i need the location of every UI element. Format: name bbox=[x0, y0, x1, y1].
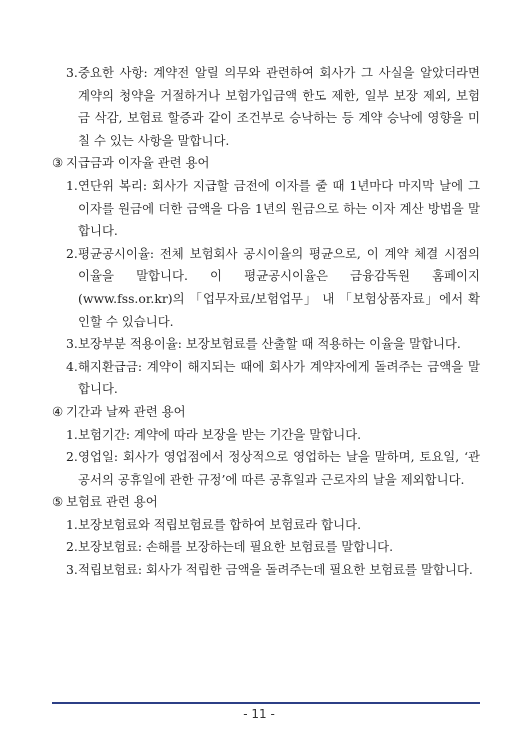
footer-rule bbox=[52, 702, 480, 704]
item-number: 1. bbox=[66, 516, 78, 532]
item-number: 3. bbox=[66, 562, 78, 578]
section-title: 보험료 관련 용어 bbox=[66, 494, 158, 510]
section-heading bbox=[52, 491, 480, 514]
section-title: 지급금과 이자율 관련 용어 bbox=[66, 155, 210, 171]
item-text: 보장보험료: 손해를 보장하는데 필요한 보험료를 말합니다. bbox=[78, 539, 394, 555]
list-item bbox=[52, 514, 480, 537]
item-number: 1. bbox=[66, 177, 78, 193]
list-item bbox=[52, 446, 480, 491]
item-number: 3. bbox=[66, 336, 78, 352]
item-text: 연단위 복리: 회사가 지급할 금전에 이자를 줄 때 1년마다 마지막 날에 그 이자를 원금에 더한 금액을 다음 1년의 원금으로 하는 이자 계산 방법을 말합니다. bbox=[78, 177, 480, 239]
list-item bbox=[52, 559, 480, 582]
item-number: 4. bbox=[66, 358, 78, 374]
item-number: 2. bbox=[66, 539, 78, 555]
list-item bbox=[52, 424, 480, 447]
section-heading bbox=[52, 401, 480, 424]
item-text: 보장보험료와 적립보험료를 합하여 보험료라 합니다. bbox=[78, 516, 362, 532]
item-text: 평균공시이율: 전체 보험회사 공시이율의 평균으로, 이 계약 체결 시점의 이율을 말합니다. 이 평균공시이율은 금융감독원 홈페이지(www.fss.or.kr)의 「업무자료/보험업무」 내 「보험상품자료」에서 확인할 수 있습니다. bbox=[78, 245, 480, 329]
item-text: 적립보험료: 회사가 적립한 금액을 돌려주는데 필요한 보험료를 말합니다. bbox=[78, 562, 473, 578]
section-number: ④ bbox=[52, 403, 64, 419]
list-item bbox=[52, 356, 480, 401]
section-heading bbox=[52, 152, 480, 175]
page-number: - 11 - bbox=[243, 707, 275, 721]
list-item bbox=[52, 62, 480, 152]
item-number: 2. bbox=[66, 245, 78, 261]
item-number: 1. bbox=[66, 426, 78, 442]
item-text: 중요한 사항: 계약전 알릴 의무와 관련하여 회사가 그 사실을 알았더라면 계약의 청약을 거절하거나 보험가입금액 한도 제한, 일부 보장 제외, 보험금 삭감, 보험료 할증과 같이 조건부로 승낙하는 등 계약 승낙에 영향을 미칠 수 있는 사항을 말합니다. bbox=[78, 65, 480, 148]
section-number: ⑤ bbox=[52, 494, 64, 510]
item-number: 3. bbox=[66, 65, 78, 80]
item-text: 보험기간: 계약에 따라 보장을 받는 기간을 말합니다. bbox=[78, 426, 362, 442]
item-text: 해지환급금: 계약이 해지되는 때에 회사가 계약자에게 돌려주는 금액을 말합니다. bbox=[78, 358, 480, 397]
list-item bbox=[52, 536, 480, 559]
document-body bbox=[52, 62, 480, 582]
section-title: 기간과 날짜 관련 용어 bbox=[66, 403, 186, 419]
item-text: 영업일: 회사가 영업점에서 정상적으로 영업하는 날을 말하며, 토요일, ‘관공서의 공휴일에 관한 규정’에 따른 공휴일과 근로자의 날을 제외합니다. bbox=[78, 449, 480, 487]
list-item bbox=[52, 175, 480, 243]
list-item bbox=[52, 243, 480, 333]
item-text: 보장부분 적용이율: 보장보험료를 산출할 때 적용하는 이율을 말합니다. bbox=[78, 336, 461, 352]
section-number: ③ bbox=[52, 155, 64, 171]
list-item bbox=[52, 333, 480, 356]
item-number: 2. bbox=[66, 449, 78, 465]
